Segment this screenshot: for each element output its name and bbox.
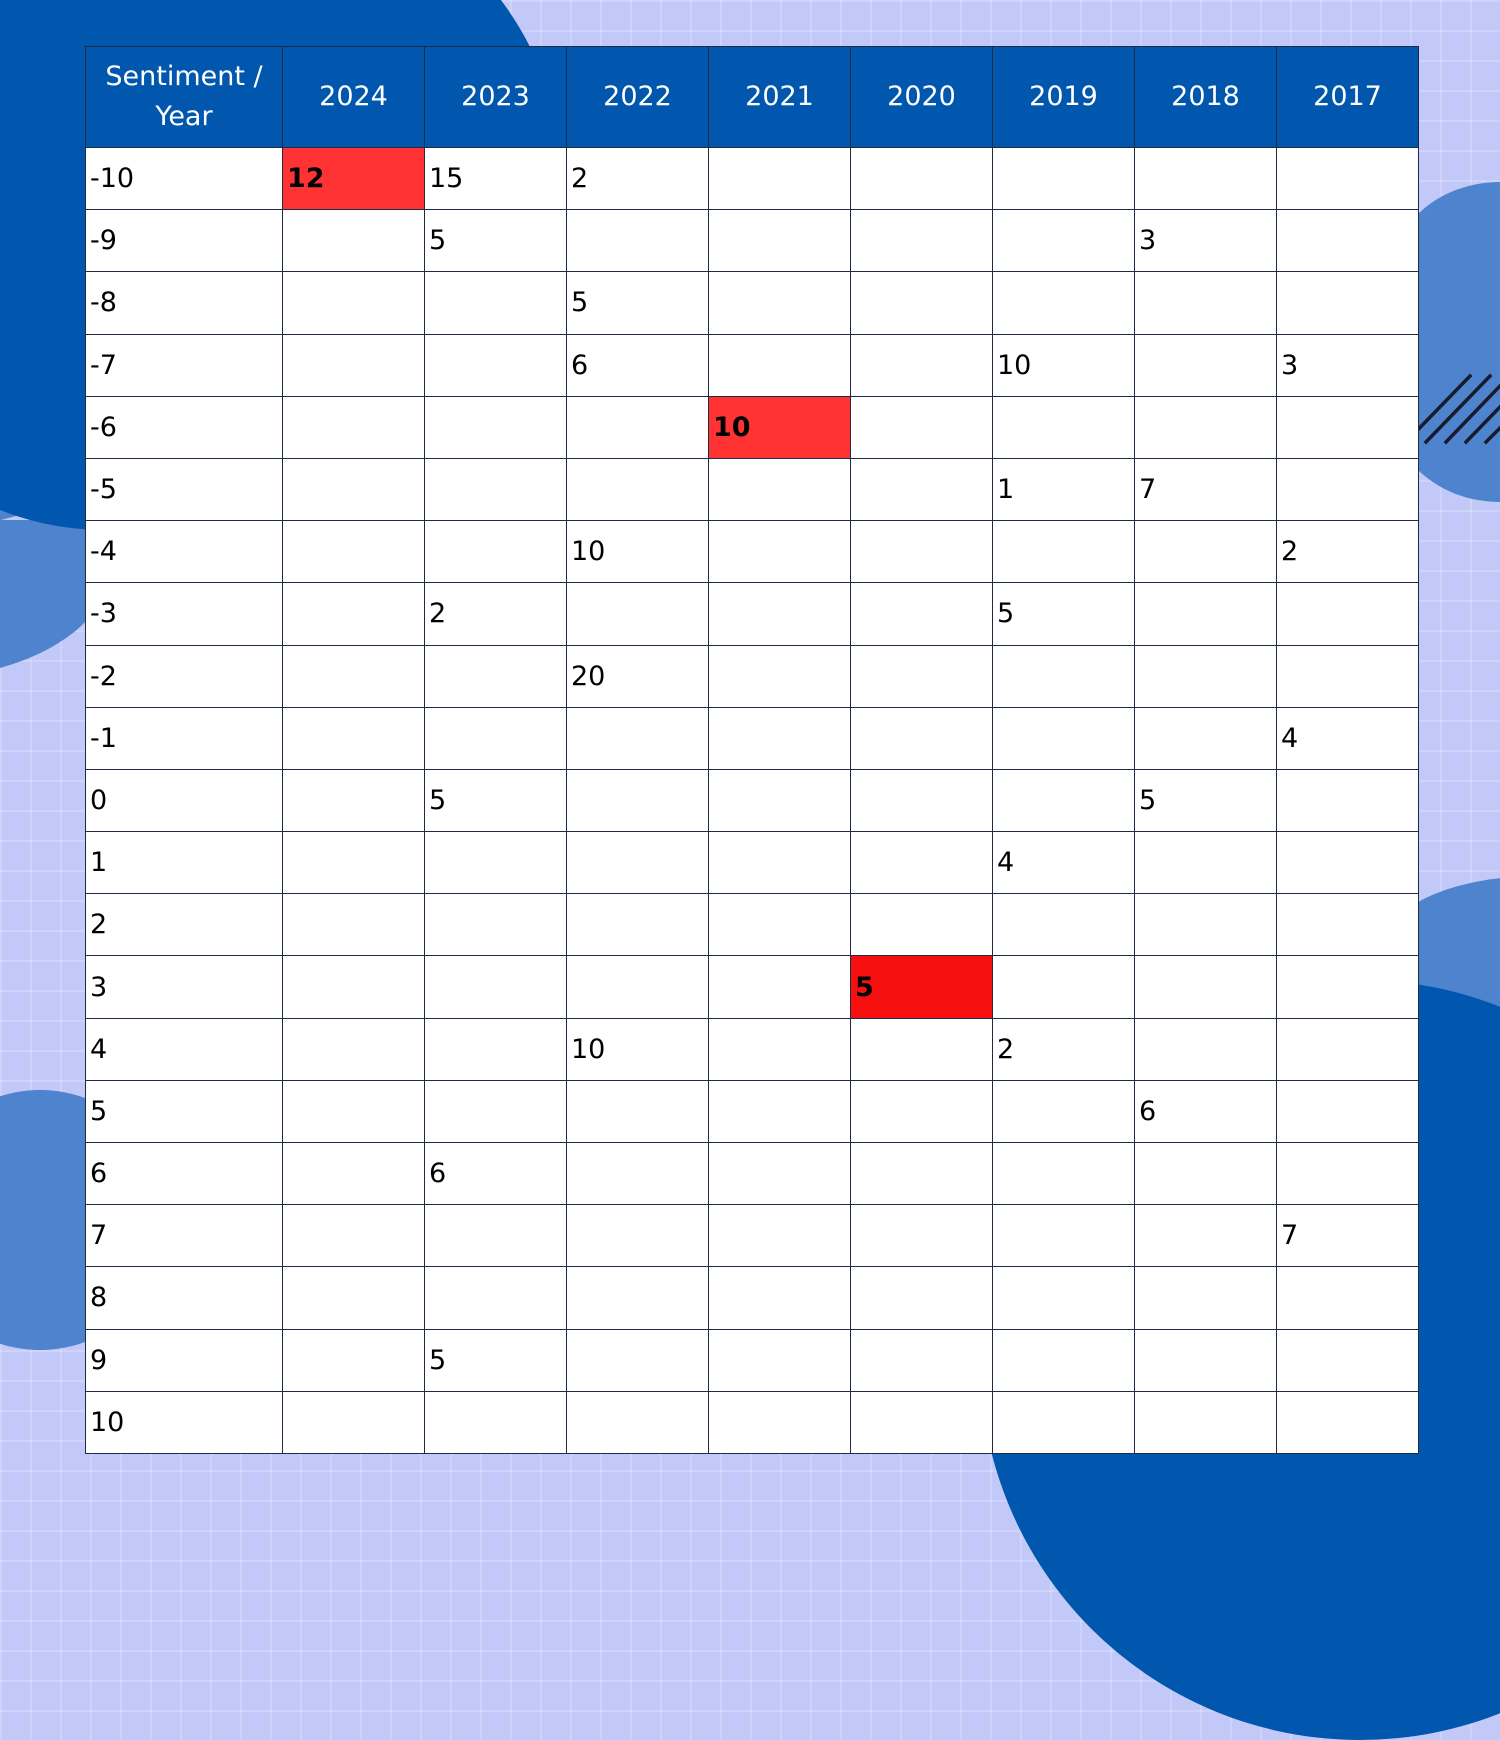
table-cell [709,1391,851,1453]
table-cell: 6 [425,1143,567,1205]
table-cell [851,210,993,272]
table-cell [283,210,425,272]
header-row [86,47,1419,148]
table-cell [1135,1391,1277,1453]
corner-header: Sentiment / Year [86,47,283,148]
table-body [86,148,1419,1454]
table-cell [1277,645,1419,707]
table-row [86,1329,1419,1391]
table-cell [851,1080,993,1142]
table-cell: 10 [567,521,709,583]
row-label: 1 [86,832,283,894]
table-cell [283,1267,425,1329]
table-cell [283,1329,425,1391]
table-cell [709,1080,851,1142]
table-cell [567,1205,709,1267]
table-cell: 5 [1135,769,1277,831]
table-cell [1135,707,1277,769]
table-cell [425,272,567,334]
table-cell [425,1267,567,1329]
table-cell [425,396,567,458]
table-row [86,210,1419,272]
table-cell [283,956,425,1018]
table-cell [993,707,1135,769]
table-row [86,1205,1419,1267]
table-cell [1277,1267,1419,1329]
table-cell [1135,148,1277,210]
table-cell [1277,956,1419,1018]
row-label: -2 [86,645,283,707]
column-header-2021: 2021 [709,47,851,148]
row-label: 5 [86,1080,283,1142]
table-cell [283,832,425,894]
table-cell [993,1080,1135,1142]
table-cell [709,707,851,769]
table-cell [709,458,851,520]
table-cell [993,956,1135,1018]
column-header-2022: 2022 [567,47,709,148]
table-cell [709,1018,851,1080]
table-cell [709,1329,851,1391]
sentiment-year-table [85,46,1415,1454]
column-header-2018: 2018 [1135,47,1277,148]
table-cell [851,707,993,769]
table-cell [425,707,567,769]
table-cell [283,521,425,583]
table-cell [1277,458,1419,520]
table-cell [283,1080,425,1142]
table-cell [993,645,1135,707]
table-cell [425,645,567,707]
table-cell [1277,1143,1419,1205]
table-cell [851,832,993,894]
table-cell [993,210,1135,272]
table-cell [851,521,993,583]
table-cell [993,1267,1135,1329]
data-table [85,46,1419,1454]
table-cell [1135,1018,1277,1080]
table-cell [851,769,993,831]
table-cell [851,1267,993,1329]
table-cell [851,396,993,458]
table-cell [567,832,709,894]
table-cell [1135,645,1277,707]
table-cell: 3 [1135,210,1277,272]
table-cell [709,1267,851,1329]
table-row [86,521,1419,583]
table-cell [567,210,709,272]
table-cell: 5 [993,583,1135,645]
table-cell [567,956,709,1018]
table-cell: 6 [567,334,709,396]
table-cell [567,707,709,769]
table-cell [1135,272,1277,334]
table-cell [709,334,851,396]
table-cell [425,1205,567,1267]
table-cell [283,396,425,458]
table-cell [567,1267,709,1329]
table-cell [993,521,1135,583]
table-cell [425,1018,567,1080]
row-label: -10 [86,148,283,210]
table-cell [425,1391,567,1453]
table-row [86,832,1419,894]
table-cell [1135,1205,1277,1267]
table-cell [425,894,567,956]
table-cell [851,583,993,645]
table-cell [1277,210,1419,272]
table-cell [567,583,709,645]
table-cell: 1 [993,458,1135,520]
table-cell [709,521,851,583]
table-cell [567,1329,709,1391]
table-cell [1277,894,1419,956]
table-cell [1277,1018,1419,1080]
table-cell [993,894,1135,956]
table-cell: 20 [567,645,709,707]
table-cell [283,334,425,396]
table-row [86,894,1419,956]
table-cell [283,707,425,769]
row-label: 0 [86,769,283,831]
table-cell [1277,148,1419,210]
table-cell [993,769,1135,831]
table-cell [993,272,1135,334]
table-cell [283,583,425,645]
row-label: -4 [86,521,283,583]
table-row [86,769,1419,831]
table-cell: 2 [993,1018,1135,1080]
table-cell [709,1143,851,1205]
column-header-2023: 2023 [425,47,567,148]
row-label: 10 [86,1391,283,1453]
table-cell [709,148,851,210]
row-label: 8 [86,1267,283,1329]
table-cell [1277,1329,1419,1391]
table-cell [1277,1391,1419,1453]
table-cell [851,458,993,520]
highlighted-cell: 5 [851,956,993,1018]
column-header-2024: 2024 [283,47,425,148]
table-cell [283,1391,425,1453]
table-cell [851,1205,993,1267]
table-cell [283,1018,425,1080]
table-cell [1135,521,1277,583]
table-cell [993,1329,1135,1391]
table-cell [709,272,851,334]
table-cell [851,1391,993,1453]
table-cell [567,396,709,458]
table-cell [283,769,425,831]
table-cell [851,894,993,956]
row-label: -1 [86,707,283,769]
table-cell [709,832,851,894]
table-cell [567,458,709,520]
table-cell [993,148,1135,210]
table-row [86,458,1419,520]
column-header-2019: 2019 [993,47,1135,148]
row-label: -9 [86,210,283,272]
table-cell [1277,769,1419,831]
table-cell [283,645,425,707]
table-cell [1135,583,1277,645]
row-label: 4 [86,1018,283,1080]
column-header-2017: 2017 [1277,47,1419,148]
table-cell [1135,334,1277,396]
row-label: 7 [86,1205,283,1267]
table-cell [709,645,851,707]
table-cell: 15 [425,148,567,210]
table-cell [993,1391,1135,1453]
table-cell: 10 [993,334,1135,396]
table-cell [425,956,567,1018]
table-cell [851,1143,993,1205]
table-cell [851,148,993,210]
row-label: -8 [86,272,283,334]
table-cell [709,210,851,272]
table-cell: 5 [425,769,567,831]
highlighted-cell: 12 [283,148,425,210]
table-cell: 2 [1277,521,1419,583]
table-cell: 5 [567,272,709,334]
table-cell [1135,1329,1277,1391]
table-cell: 3 [1277,334,1419,396]
row-label: 6 [86,1143,283,1205]
row-label: -3 [86,583,283,645]
table-cell [851,334,993,396]
table-cell [709,1205,851,1267]
table-cell: 5 [425,1329,567,1391]
row-label: 9 [86,1329,283,1391]
table-row [86,645,1419,707]
table-cell [567,1391,709,1453]
table-row [86,583,1419,645]
table-cell [1277,272,1419,334]
table-cell [425,334,567,396]
table-cell: 2 [567,148,709,210]
table-row [86,1391,1419,1453]
table-cell [709,583,851,645]
table-row [86,1080,1419,1142]
table-row [86,396,1419,458]
table-cell [567,1080,709,1142]
table-cell [567,1143,709,1205]
table-cell [851,1329,993,1391]
table-cell [1277,583,1419,645]
table-row [86,1267,1419,1329]
table-row [86,272,1419,334]
column-header-2020: 2020 [851,47,993,148]
table-cell [1135,894,1277,956]
highlighted-cell: 10 [709,396,851,458]
table-cell [283,1143,425,1205]
table-cell [1135,832,1277,894]
table-row [86,148,1419,210]
table-cell [1135,1143,1277,1205]
table-cell: 7 [1277,1205,1419,1267]
table-cell [425,832,567,894]
row-label: -6 [86,396,283,458]
table-cell [283,272,425,334]
table-cell: 2 [425,583,567,645]
table-cell [709,769,851,831]
table-cell [993,1143,1135,1205]
table-cell: 10 [567,1018,709,1080]
table-cell [851,1018,993,1080]
table-cell [993,1205,1135,1267]
table-cell [1277,832,1419,894]
table-cell [709,956,851,1018]
table-row [86,707,1419,769]
table-cell [1277,1080,1419,1142]
row-label: -7 [86,334,283,396]
table-cell [993,396,1135,458]
table-cell [851,645,993,707]
table-cell [283,1205,425,1267]
table-cell [1277,396,1419,458]
table-cell [1135,956,1277,1018]
table-cell: 6 [1135,1080,1277,1142]
table-cell [567,894,709,956]
table-cell [425,521,567,583]
table-cell: 4 [993,832,1135,894]
table-cell: 5 [425,210,567,272]
table-cell [1135,1267,1277,1329]
table-cell [283,458,425,520]
table-cell [709,894,851,956]
table-cell [1135,396,1277,458]
table-cell [425,1080,567,1142]
row-label: 2 [86,894,283,956]
table-row [86,956,1419,1018]
table-cell [567,769,709,831]
table-cell: 4 [1277,707,1419,769]
row-label: 3 [86,956,283,1018]
table-cell: 7 [1135,458,1277,520]
table-row [86,1143,1419,1205]
table-cell [283,894,425,956]
table-cell [425,458,567,520]
table-row [86,1018,1419,1080]
table-row [86,334,1419,396]
table-cell [851,272,993,334]
row-label: -5 [86,458,283,520]
